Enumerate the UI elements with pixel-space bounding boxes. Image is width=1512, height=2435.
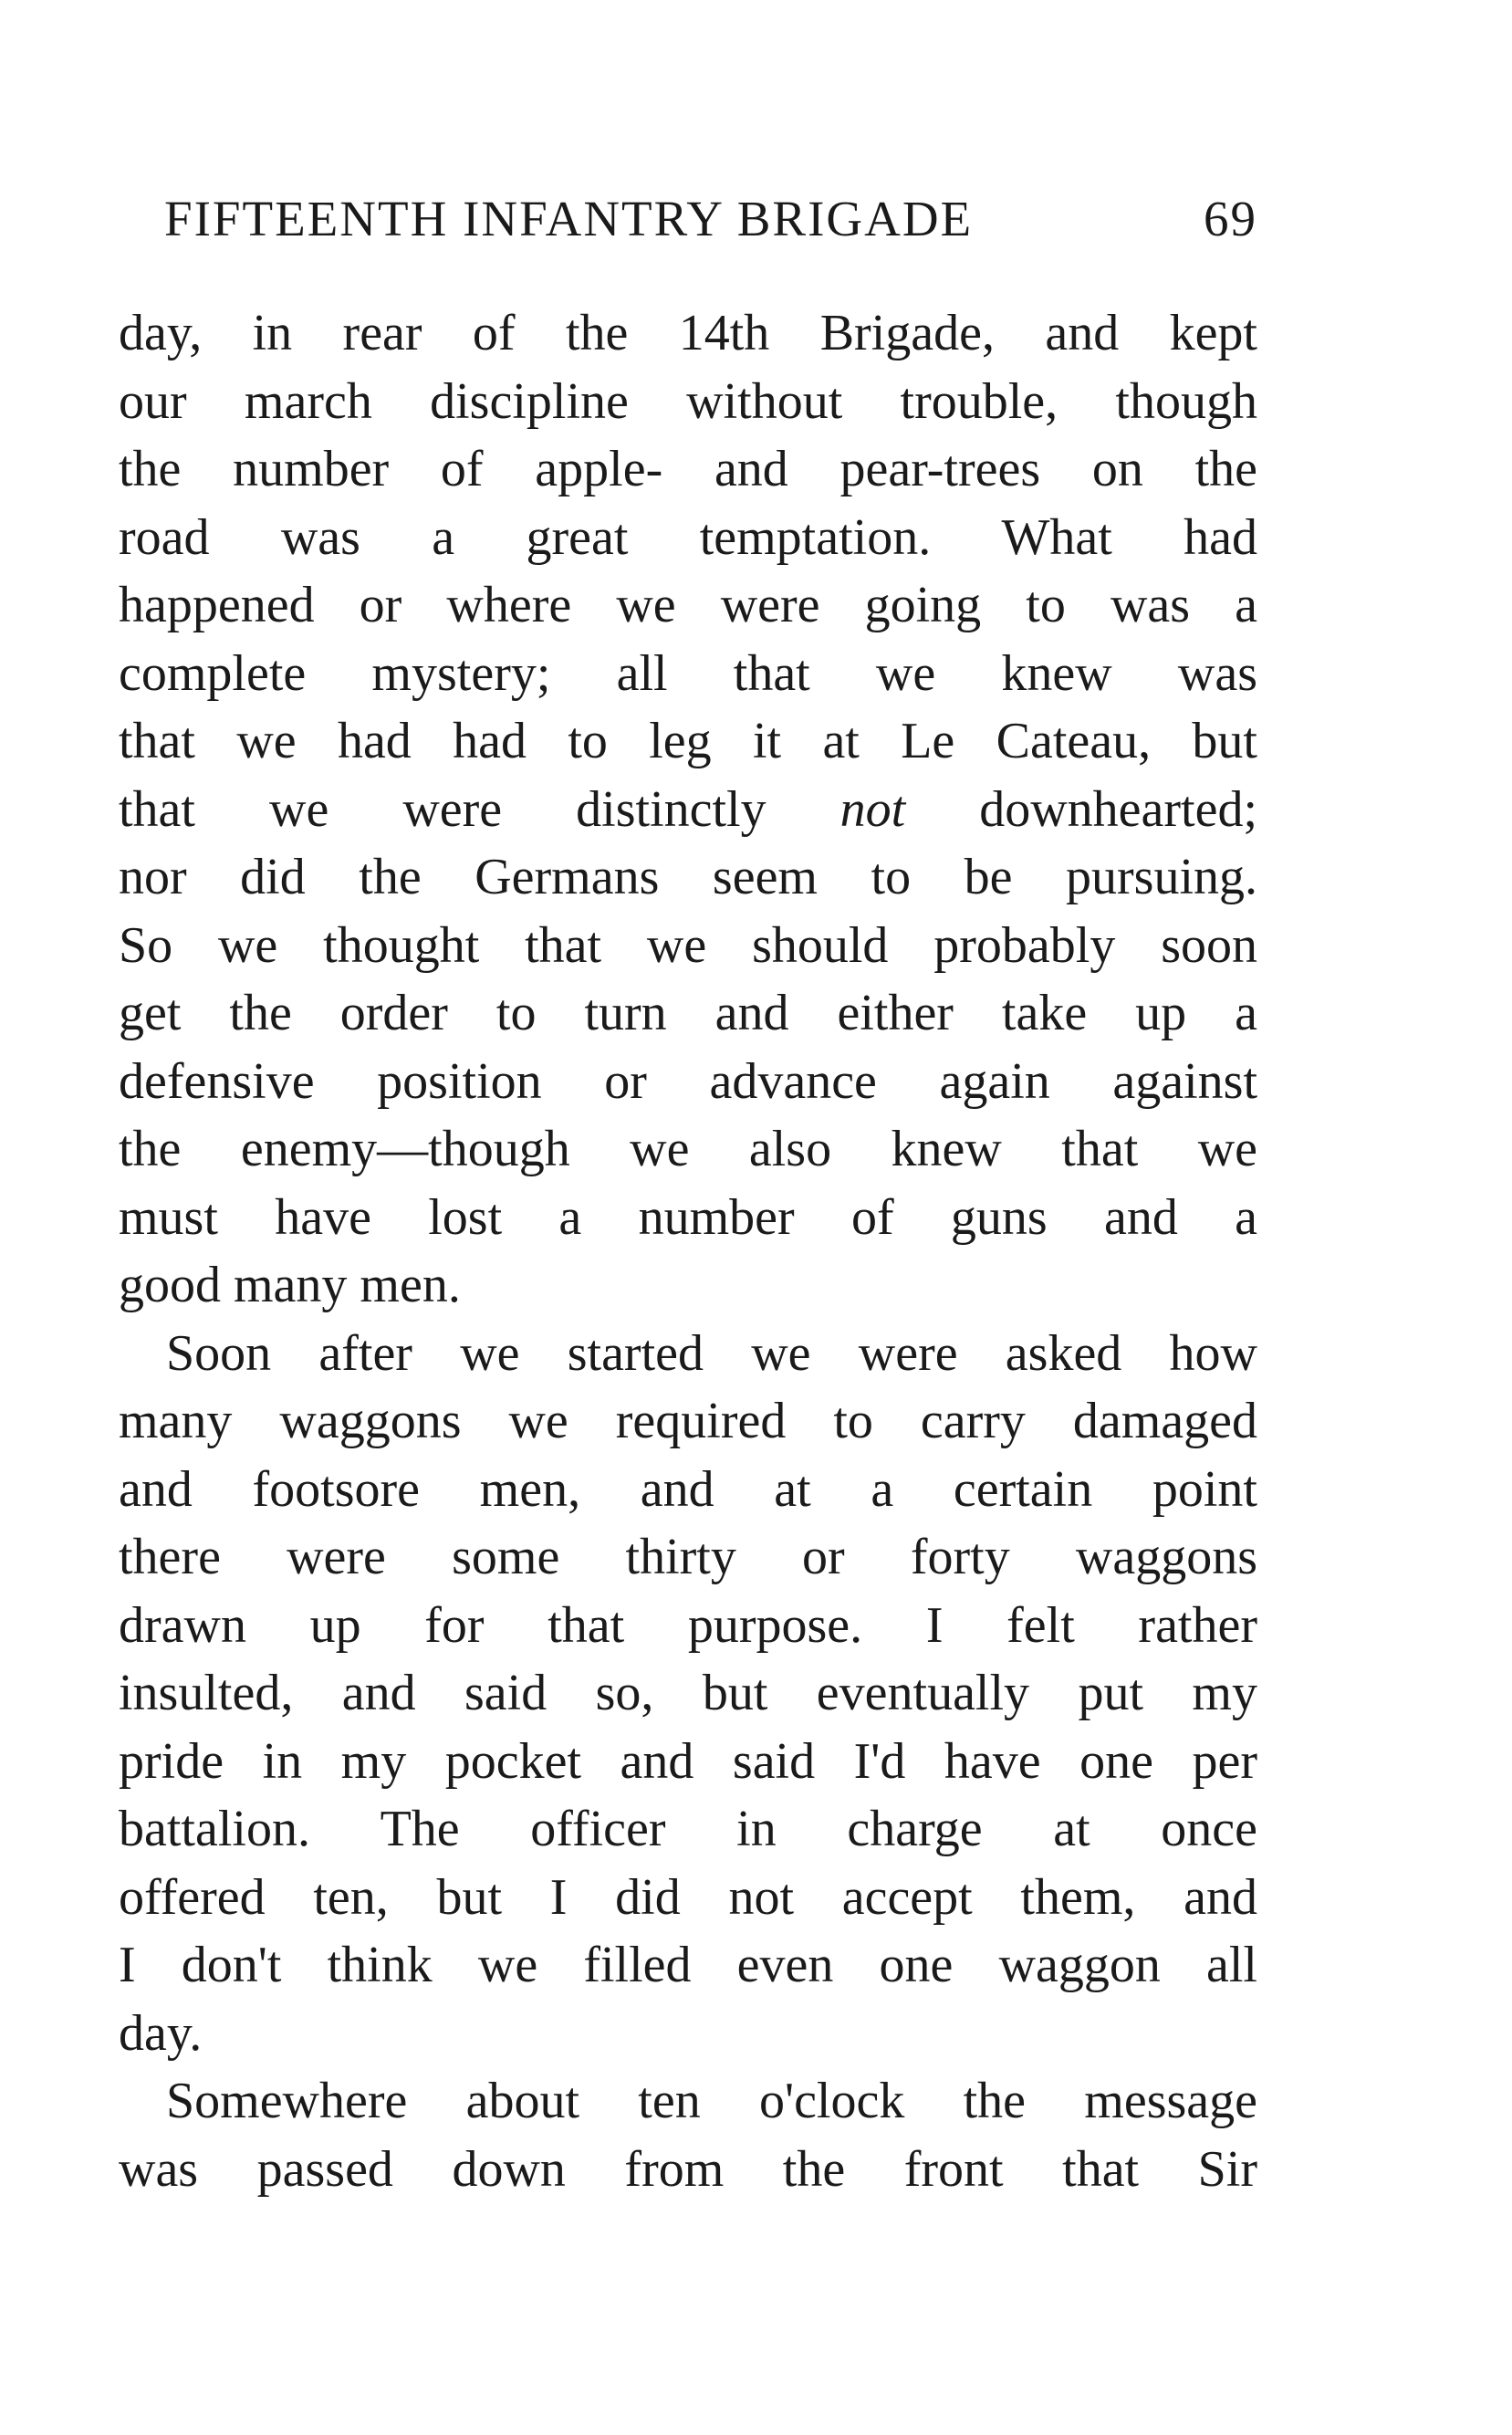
running-head: [164, 183, 1257, 256]
text-line: complete mystery; all that we knew was: [119, 644, 1257, 702]
text-line: our march discipline without trouble, though: [119, 372, 1257, 430]
page-number: 69: [1204, 191, 1257, 246]
text-line: defensive position or advance again against: [119, 1052, 1257, 1110]
text-line: good many men.: [119, 1257, 461, 1313]
text-line: road was a great temptation. What had: [119, 508, 1257, 566]
text-line: day, in rear of the 14th Brigade, and kept: [119, 305, 1257, 361]
text-line: get the order to turn and either take up a: [119, 985, 1257, 1041]
text-line: battalion. The officer in charge at once: [119, 1801, 1257, 1857]
text-line: insulted, and said so, but eventually put my: [119, 1665, 1257, 1721]
text-line: offered ten, but I did not accept them, and: [119, 1868, 1257, 1926]
text-line: nor did the Germans seem to be pursuing.: [119, 849, 1257, 905]
text-segment: downhearted;: [979, 780, 1257, 838]
text-line-with-emphasis: [119, 776, 1257, 844]
text-line: there were some thirty or forty waggons: [119, 1529, 1257, 1585]
paragraph-start-line: Soon after we started we were asked how: [166, 1324, 1257, 1382]
text-line: that we had had to leg it at Le Cateau, but: [119, 713, 1257, 769]
text-line: happened or where we were going to was a: [119, 577, 1257, 633]
chapter-title: FIFTEENTH INFANTRY BRIGADE: [164, 191, 974, 246]
text-line: day.: [119, 2004, 203, 2062]
text-line: many waggons we required to carry damaged: [119, 1393, 1257, 1449]
text-line: I don't think we filled even one waggon all: [119, 1937, 1257, 1993]
text-line: the enemy—though we also knew that we: [119, 1121, 1257, 1177]
text-line: was passed down from the front that Sir: [119, 2140, 1257, 2198]
text-segment: that we were distinctly: [119, 780, 766, 838]
text-line: must have lost a number of guns and a: [119, 1188, 1257, 1246]
paragraph-start-line: Somewhere about ten o'clock the message: [166, 2073, 1257, 2129]
text-line: drawn up for that purpose. I felt rather: [119, 1596, 1257, 1654]
body-text: [119, 299, 1257, 2203]
text-line: pride in my pocket and said I'd have one per: [119, 1732, 1257, 1790]
text-line: the number of apple- and pear-trees on the: [119, 441, 1257, 497]
emphasis-text: not: [839, 780, 906, 838]
text-line: and footsore men, and at a certain point: [119, 1460, 1257, 1518]
text-line: So we thought that we should probably soon: [119, 916, 1257, 974]
